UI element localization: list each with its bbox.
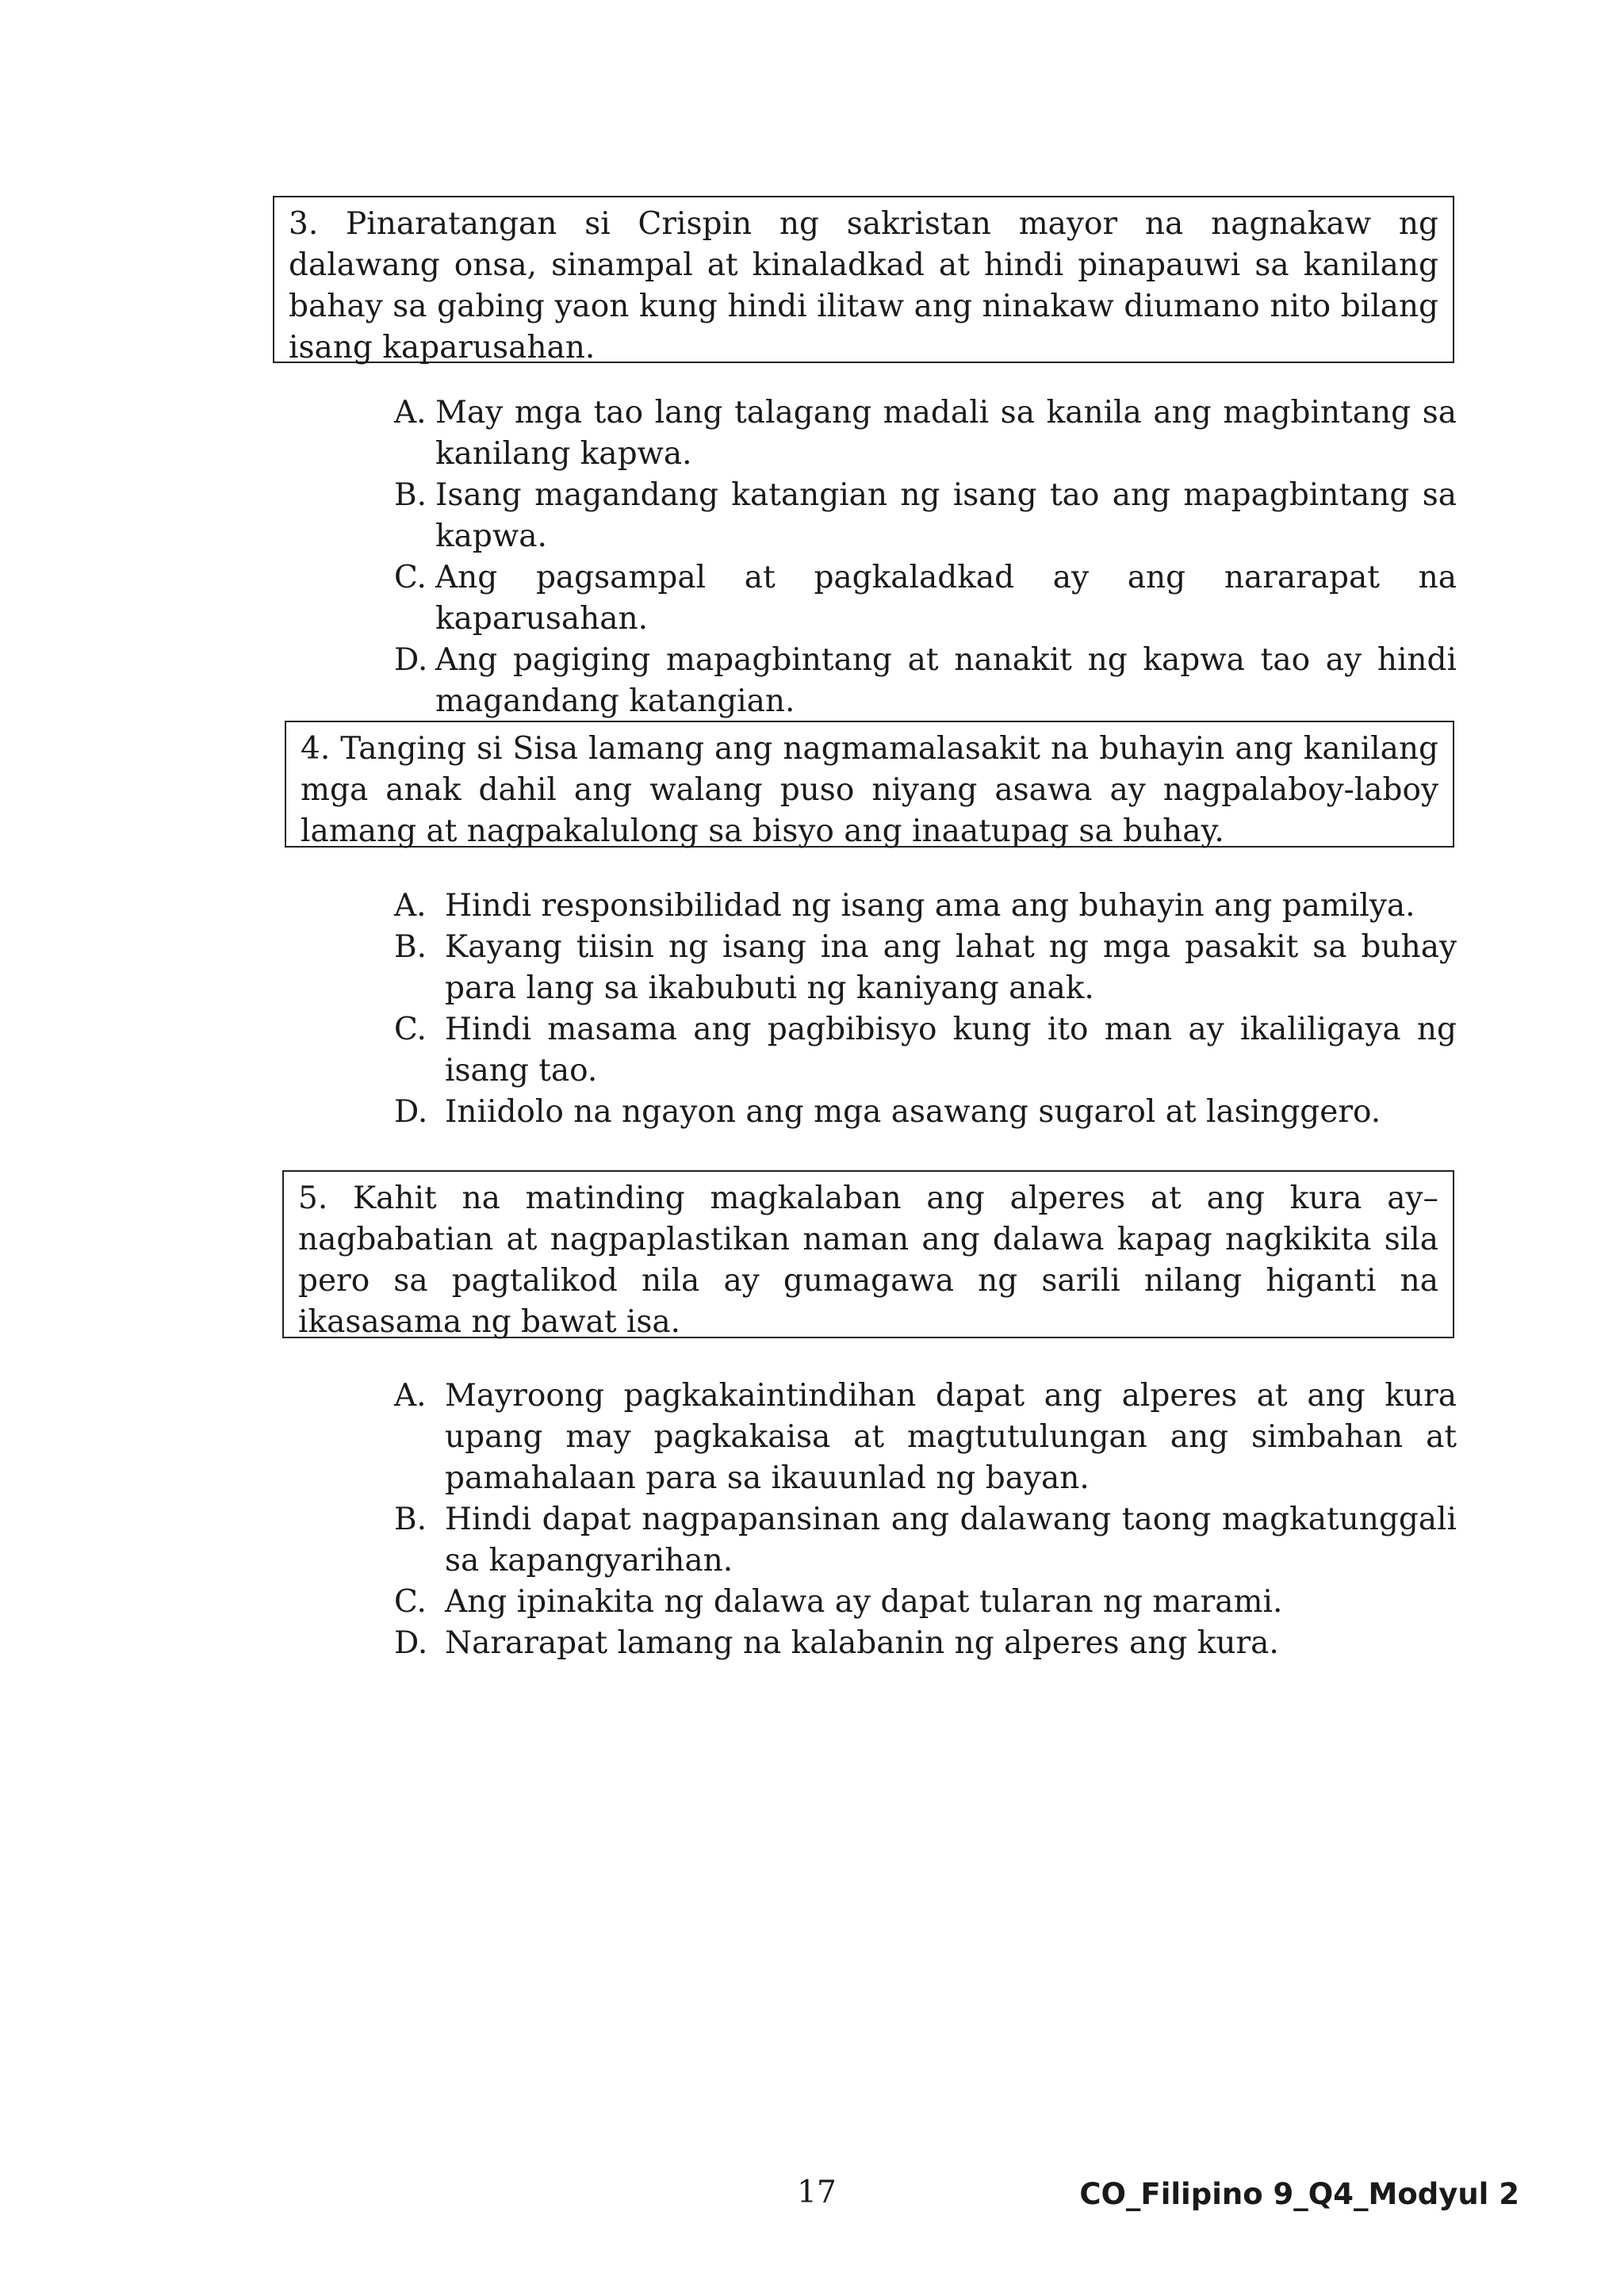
question-4-choices (394, 886, 1457, 1133)
choice-text: Ang pagsampal at pagkaladkad ay ang nararapat na kaparusahan. (435, 560, 1457, 637)
choice-text: May mga tao lang talagang madali sa kanila ang magbintang sa kanilang kapwa. (435, 395, 1457, 472)
choice-5c[interactable] (394, 1582, 1457, 1623)
choice-4a[interactable] (394, 886, 1457, 927)
choice-text: Mayroong pagkakaintindihan dapat ang alperes at ang kura upang may pagkakaisa at magtutulungan ang simbahan at pamahalaan para sa ikauunlad ng bayan. (445, 1378, 1457, 1496)
page-number: 17 (797, 2175, 837, 2210)
choice-letter: A. (394, 395, 427, 430)
choice-letter: A. (394, 888, 427, 924)
choice-4d[interactable] (394, 1092, 1457, 1133)
choice-text: Ang ipinakita ng dalawa ay dapat tularan ng marami. (445, 1584, 1283, 1620)
choice-letter: C. (394, 560, 427, 595)
choice-text: Kayang tiisin ng isang ina ang lahat ng mga pasakit sa buhay para lang sa ikabubuti ng kaniyang anak. (445, 929, 1457, 1006)
choice-text: Iniidolo na ngayon ang mga asawang sugarol at lasinggero. (445, 1094, 1381, 1130)
question-5-stem: 5. Kahit na matinding magkalaban ang alperes at ang kura ay–nagbabatian at nagpaplastikan naman ang dalawa kapag nagkikita sila pero sa pagtalikod nila ay gumagawa ng sarili nilang higanti na ikasasama ng bawat isa. (298, 1181, 1438, 1340)
choice-letter: D. (394, 1625, 428, 1661)
choice-letter: A. (394, 1378, 427, 1414)
choice-letter: C. (394, 1012, 427, 1047)
question-4-stem: 4. Tanging si Sisa lamang ang nagmamalasakit na buhayin ang kanilang mga anak dahil ang walang puso niyang asawa ay nagpalaboy-laboy lamang at nagpakalulong sa bisyo ang inaatupag sa buhay. (301, 731, 1438, 849)
question-5-choices (394, 1376, 1457, 1664)
choice-3c[interactable] (394, 557, 1457, 640)
choice-3a[interactable] (394, 392, 1457, 475)
choice-letter: B. (394, 477, 427, 513)
choice-letter: C. (394, 1584, 427, 1620)
question-3-stem: 3. Pinaratangan si Crispin ng sakristan mayor na nagnakaw ng dalawang onsa, sinampal at kinaladkad at hindi pinapauwi sa kanilang bahay sa gabing yaon kung hindi ilitaw ang ninakaw diumano nito bilang isang kaparusahan. (289, 206, 1438, 365)
choice-5a[interactable] (394, 1376, 1457, 1499)
choice-letter: D. (394, 642, 428, 678)
question-5-box (282, 1170, 1454, 1338)
choice-text: Isang magandang katangian ng isang tao ang mapagbintang sa kapwa. (435, 477, 1457, 554)
choice-letter: B. (394, 929, 427, 965)
choice-4c[interactable] (394, 1009, 1457, 1092)
question-3-box (273, 196, 1454, 363)
question-3-choices (394, 392, 1457, 722)
choice-text: Hindi dapat nagpapansinan ang dalawang taong magkatunggali sa kapangyarihan. (445, 1502, 1457, 1578)
choice-letter: B. (394, 1502, 427, 1537)
choice-5b[interactable] (394, 1499, 1457, 1582)
choice-letter: D. (394, 1094, 428, 1130)
choice-text: Ang pagiging mapagbintang at nanakit ng kapwa tao ay hindi magandang katangian. (435, 642, 1457, 719)
choice-text: Nararapat lamang na kalabanin ng alperes ang kura. (445, 1625, 1279, 1661)
choice-4b[interactable] (394, 927, 1457, 1009)
choice-5d[interactable] (394, 1623, 1457, 1664)
choice-text: Hindi responsibilidad ng isang ama ang buhayin ang pamilya. (445, 888, 1415, 924)
question-4-box (285, 721, 1454, 848)
choice-3d[interactable] (394, 640, 1457, 722)
module-code: CO_Filipino 9_Q4_Modyul 2 (1079, 2177, 1519, 2211)
choice-3b[interactable] (394, 475, 1457, 557)
choice-text: Hindi masama ang pagbibisyo kung ito man ay ikaliligaya ng isang tao. (445, 1012, 1457, 1089)
